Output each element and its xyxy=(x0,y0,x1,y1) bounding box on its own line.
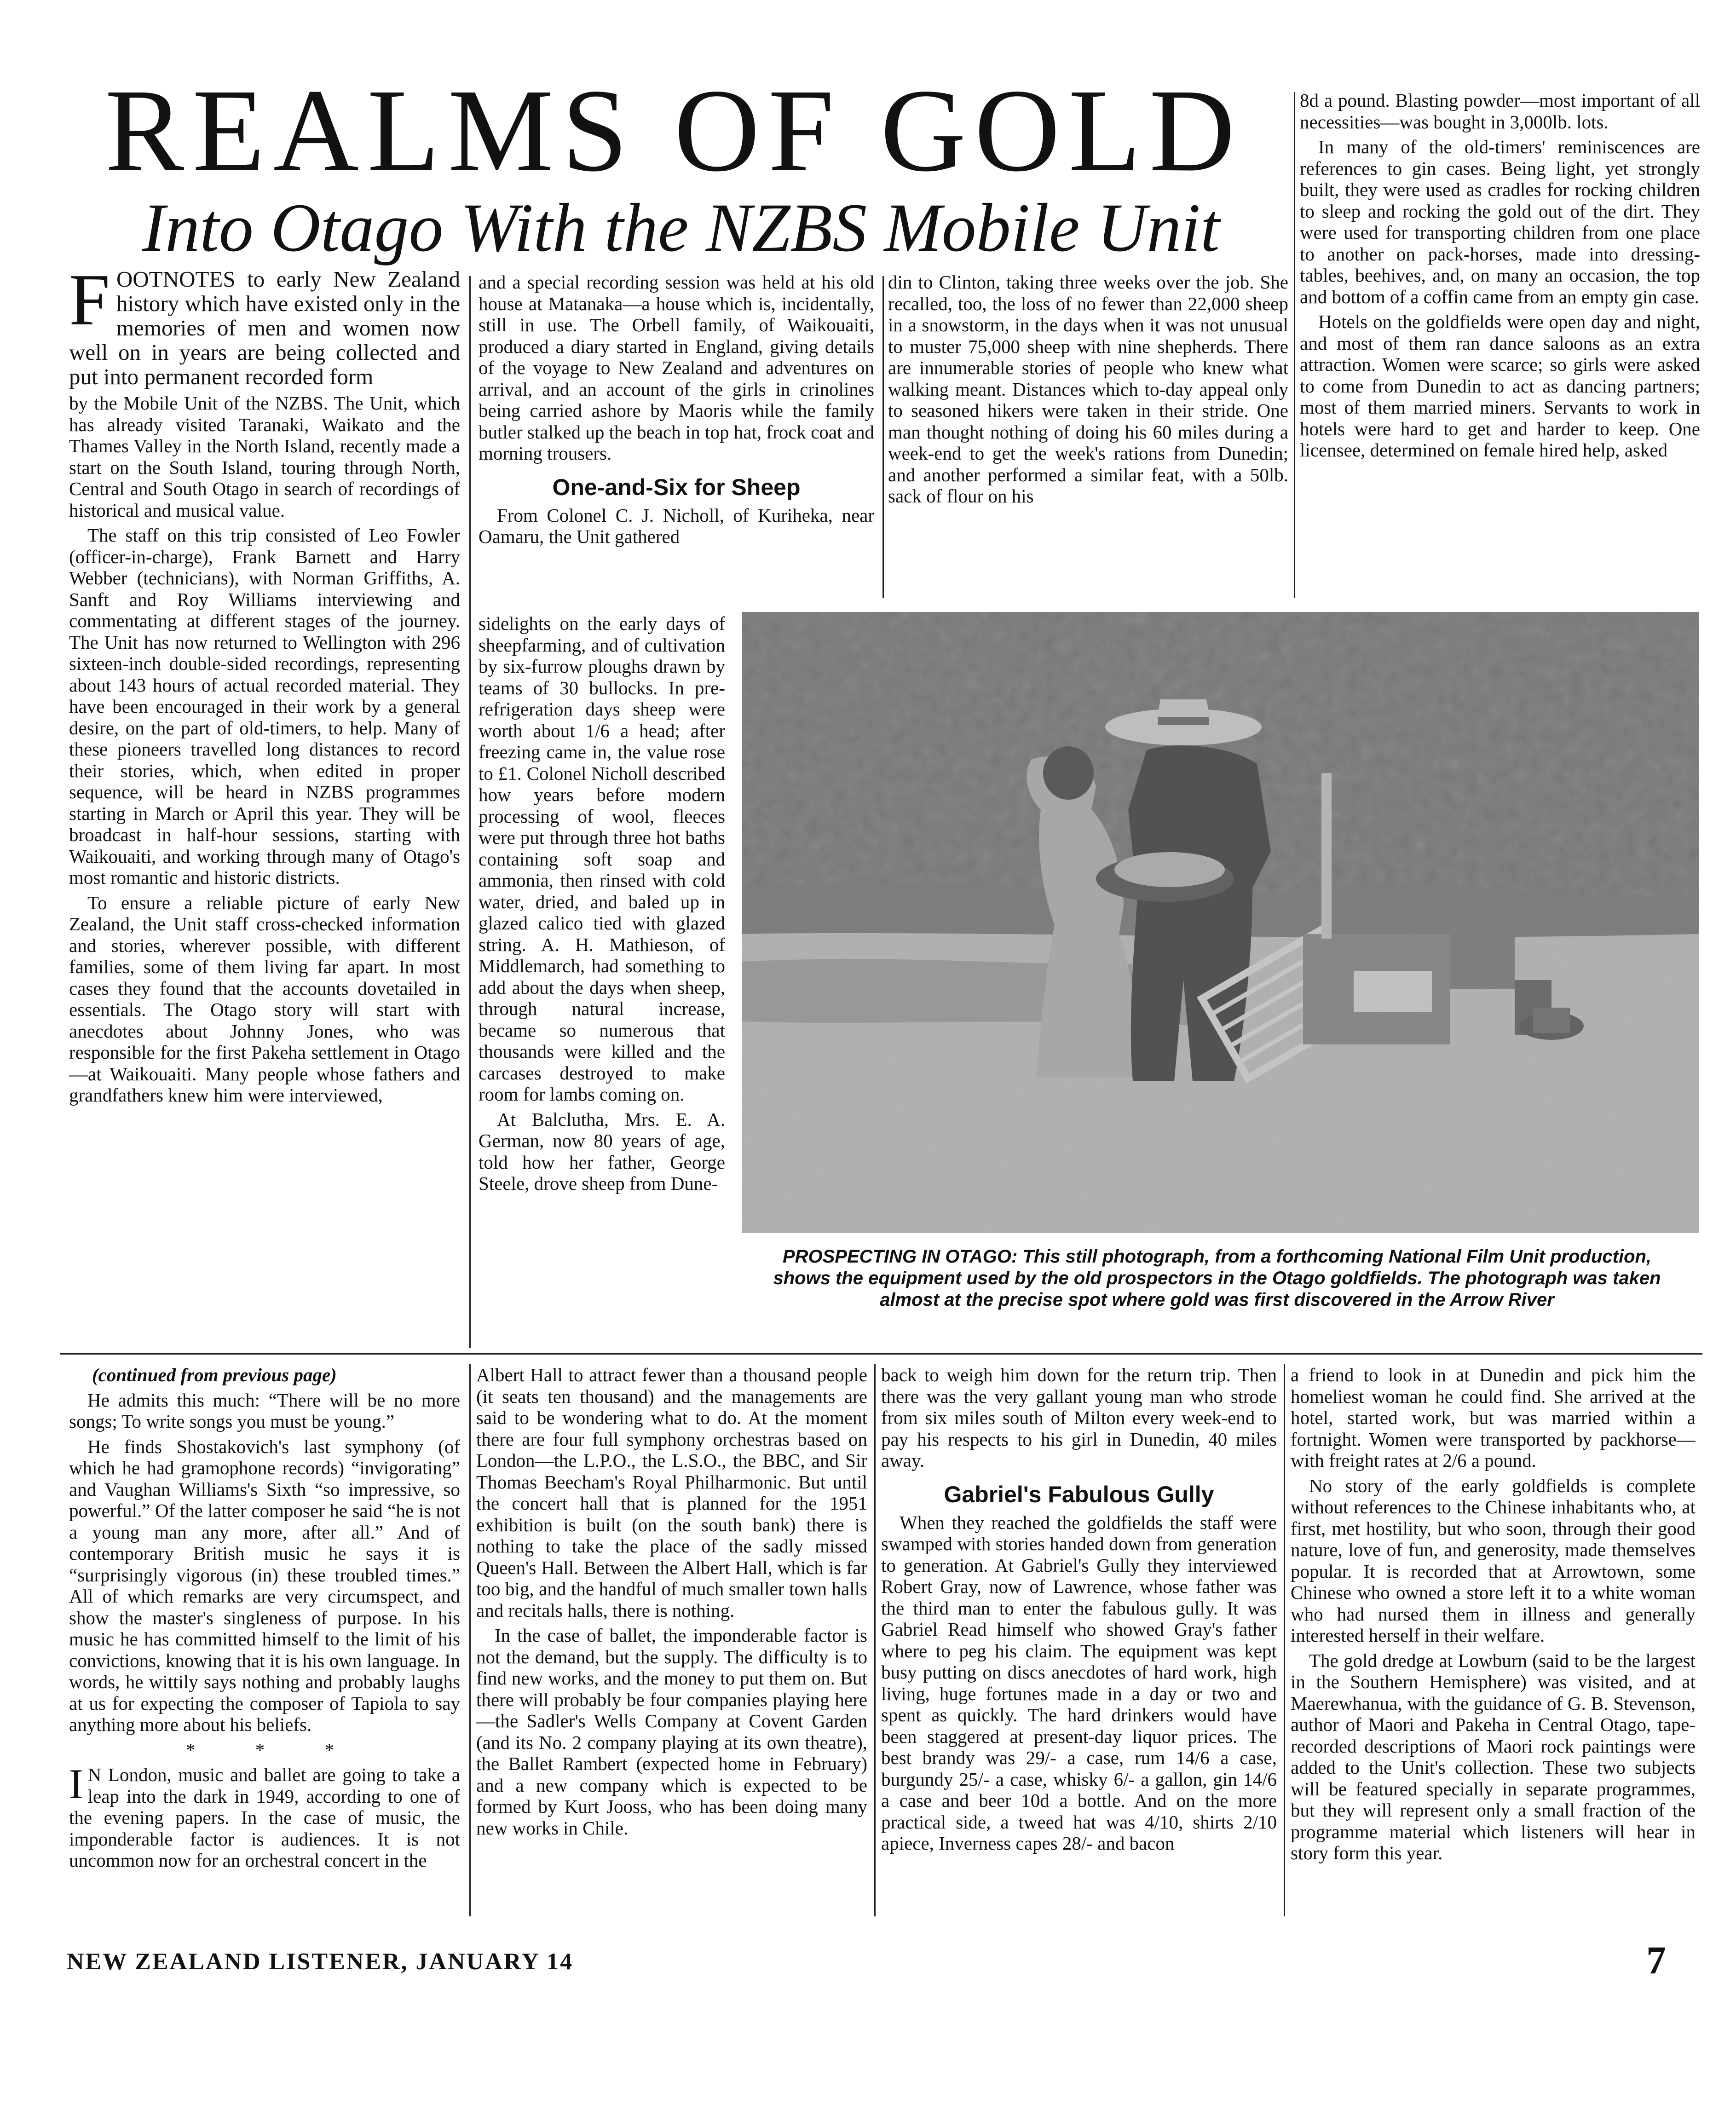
article-column-1 xyxy=(69,267,460,1353)
article-column-3 xyxy=(888,271,1288,594)
paragraph: I N London, music and ballet are going to take a leap into the dark in 1949, according to one of the evening papers. In the case of music, the imponderable factor is audiences. It is not uncommon now for an orchestral concert in the xyxy=(69,1760,460,1871)
headline: REALMS OF GOLD xyxy=(105,64,1243,196)
drop-cap: F xyxy=(69,267,110,340)
paragraph: Hotels on the goldfields were open day and night, and most of them ran dance saloons as an extra attraction. Women were scarce; so girls were asked to come from Dunedin to act as dancing partners; most of them married miners. Servants to work in hotels were hard to get and harder to keep. One licensee, determined on female hired help, asked xyxy=(1300,311,1700,461)
section-divider xyxy=(60,1353,1702,1355)
drop-cap: I xyxy=(69,1760,83,1807)
paragraph: din to Clinton, taking three weeks over the job. She recalled, too, the loss of no fewer than 22,000 sheep in a snowstorm, in the days when it was not unusual to muster 75,000 sheep with nine shepherds. There are innumerable stories of people who knew what walking meant. Distances which to-day appeal only to seasoned hikers were taken in their stride. One man thought nothing of doing his 60 miles during a week-end to get the week's rations from Dunedin; and another performed a similar feat, with a 50lb. sack of flour on his xyxy=(888,271,1288,507)
column-rule xyxy=(874,1364,876,1916)
column-rule xyxy=(1294,92,1295,598)
column-rule xyxy=(882,276,884,598)
lower-column-2 xyxy=(476,1364,867,1921)
subheadline: Into Otago With the NZBS Mobile Unit xyxy=(142,190,1220,266)
paragraph: No story of the early goldfields is complete without references to the Chinese inhabitants who, at first, met hostility, but who soon, through their good nature, love of fun, and generosity, made themselves popular. It is recorded that at Arrowtown, some Chinese who owned a store left it to a white woman who had nursed them in illness and generally interested herself in their welfare. xyxy=(1291,1475,1696,1646)
paragraph: by the Mobile Unit of the NZBS. The Unit, which has already visited Taranaki, Waikato and the Thames Valley in the North Island, recently made a start on the South Island, touring through North, Central and South Otago in search of recordings of historical and musical value. xyxy=(69,392,460,521)
article-column-4 xyxy=(1300,90,1700,596)
section-heading: Gabriel's Fabulous Gully xyxy=(944,1481,1214,1507)
caption-text: This still photograph, from a forthcoming National Film Unit production, shows the equipment used by the old prospectors in the Otago goldfields. The photograph was taken almost at the precise spot where gold was first discovered in the Arrow River xyxy=(773,1246,1661,1310)
article-column-2 xyxy=(479,271,874,613)
publication-footer: NEW ZEALAND LISTENER, JANUARY 14 xyxy=(67,1949,574,1975)
paragraph: and a special recording session was held at his old house at Matanaka—a house which is, incidentally, still in use. The Orbell family, of Waikouaiti, produced a diary started in England, giving details of the voyage to New Zealand and adventures on arrival, and an account of the girls in crinolines being carried ashore by Maoris while the family butler stalked up the beach in top hat, frock coat and morning trousers. xyxy=(479,271,874,464)
photo-caption xyxy=(755,1246,1679,1311)
lead-paragraph: FOOTNOTES to early New Zealand history which have existed only in the memories of men and women now well on in years are being collected and put into permanent recorded form xyxy=(69,267,460,389)
paragraph: From Colonel C. J. Nicholl, of Kuriheka, near Oamaru, the Unit gathered xyxy=(479,504,874,547)
caption-lead: PROSPECTING IN OTAGO: xyxy=(782,1246,1018,1267)
continued-note: (continued from previous page) xyxy=(92,1364,337,1385)
paragraph: In the case of ballet, the imponderable factor is not the demand, but the supply. The difficulty is to find new works, and the money to put them on. But there will probably be four companies playing here—the Sadler's Wells Company at Covent Garden (and its No. 2 company playing at its own theatre), the Ballet Rambert (expected home in February) and a new company which is expected to be formed by Kurt Jooss, who has been doing many new works in Chile. xyxy=(476,1625,867,1839)
prospecting-photo xyxy=(742,612,1699,1233)
paragraph: To ensure a reliable picture of early New Zealand, the Unit staff cross-checked information and stories, wherever possible, with different families, some of them living far apart. In most cases they found that the accounts dovetailed in essentials. The Otago story will start with anecdotes about Johnny Jones, who was responsible for the first Pakeha settlement in Otago—at Waikouaiti. Many people whose fathers and grandfathers knew him were interviewed, xyxy=(69,892,460,1106)
paragraph: The staff on this trip consisted of Leo Fowler (officer-in-charge), Frank Barnett and Harry Webber (technicians), with Norman Griffiths, A. Sanft and Roy Williams interviewing and commentating at different stages of the journey. The Unit has now returned to Wellington with 296 sixteen-inch double-sided recordings, representing about 143 hours of actual recorded material. They have been encouraged in their work by a general desire, on the part of old-timers, to help. Many of these pioneers travelled long distances to record their stories, which, when edited in proper sequence, will be heard in NZBS programmes starting in March or April this year. They will be broadcast in half-hour sessions, starting with Waikouaiti, and working through many of Otago's most romantic and historic districts. xyxy=(69,525,460,888)
column-rule xyxy=(469,1364,471,1916)
column-rule xyxy=(469,276,471,1348)
page-number: 7 xyxy=(1646,1938,1666,1982)
paragraph: He finds Shostakovich's last symphony (of which he had gramophone records) “invigorating” and Vaughan Williams's Sixth “so impressive, so powerful.” Of the latter composer he said “he is not a young man any more, after all.” And of contemporary British music he says it is “surprisingly vigorous (in) these troubled times.” All of which remarks are very circumspect, and show the master's singleness of purpose. In his music he has committed himself to the limit of his convictions, knowing that it is his own language. In words, he wittily says nothing and probably laughs at us for expecting the composer of Tapiola to say anything more about his beliefs. xyxy=(69,1436,460,1735)
article-column-2-narrow xyxy=(479,613,725,1349)
paragraph: When they reached the goldfields the staff were swamped with stories handed down from generation to generation. At Gabriel's Gully they interviewed Robert Gray, now of Lawrence, whose father was the third man to enter the fabulous gully. It was Gabriel Read himself who showed Gray's father where to peg his claim. The equipment was kept busy putting on discs anecdotes of hard work, high living, huge fortunes made in a day or two and spent as quickly. The hard drinkers would have been staggered at present-day liquor prices. The best brandy was 29/- a case, rum 14/6 a case, burgundy 25/- a case, whisky 6/- a gallon, gin 14/6 a case and beer 10d a bottle. And on the more practical side, a tweed hat was 4/10, shirts 2/10 apiece, Inverness capes 28/- and bacon xyxy=(881,1511,1277,1854)
column-rule xyxy=(1284,1364,1285,1916)
paragraph: back to weigh him down for the return trip. Then there was the very gallant young man who strode from six miles south of Milton every week-end to pay his respects to his girl in Dunedin, 40 miles away. xyxy=(881,1364,1277,1471)
section-break: * * * xyxy=(186,1739,362,1760)
paragraph: He admits this much: “There will be no more songs; To write songs you must be young.” xyxy=(69,1389,460,1432)
paragraph: 8d a pound. Blasting powder—most important of all necessities—was bought in 3,000lb. lots. xyxy=(1300,90,1700,133)
paragraph: a friend to look in at Dunedin and pick him the homeliest woman he could find. She arrived at the hotel, started work, but was married within a fortnight. Women were transported by packhorse—with freight rates at 2/6 a pound. xyxy=(1291,1364,1696,1471)
lower-column-4 xyxy=(1291,1364,1696,1921)
prospecting-photo-illustration xyxy=(742,612,1699,1233)
paragraph: The gold dredge at Lowburn (said to be the largest in the Southern Hemisphere) was visited, and at Maerewhanua, with the guidance of G. B. Stevenson, author of Maori and Pakeha in Central Otago, tape-recorded descriptions of Maori rock paintings were added to the Unit's collection. These two subjects will be featured specially in separate programmes, but they will represent only a small fraction of the programme material which listeners will hear in story form this year. xyxy=(1291,1650,1696,1863)
lower-column-3 xyxy=(881,1364,1277,1921)
section-heading: One-and-Six for Sheep xyxy=(552,474,801,500)
lower-column-1 xyxy=(69,1364,460,1921)
paragraph: sidelights on the early days of sheepfarming, and of cultivation by six-furrow ploughs drawn by teams of 30 bullocks. In pre-refrigeration days sheep were worth about 1/6 a head; after freezing came in, the value rose to £1. Colonel Nicholl described how years before modern processing of wool, fleeces were put through three hot baths containing soft soap and ammonia, then rinsed with cold water, dried, and baled up in glazed calico tied with glazed string. A. H. Mathieson, of Middlemarch, had something to add about the days when sheep, through natural increase, became so numerous that thousands were killed and the carcases destroyed to make room for lambs coming on. xyxy=(479,613,725,1105)
paragraph: At Balclutha, Mrs. E. A. German, now 80 years of age, told how her father, George Steele, drove sheep from Dune- xyxy=(479,1108,725,1194)
paragraph: Albert Hall to attract fewer than a thousand people (it seats ten thousand) and the managements are said to be wondering what to do. At the moment there are four full symphony orchestras based on London—the L.P.O., the L.S.O., the BBC, and Sir Thomas Beecham's Royal Philharmonic. But until the concert hall that is planned for the 1951 exhibition is built (on the south bank) there is nothing to take the place of the sadly missed Queen's Hall. Between the Albert Hall, which is far too big, and the handful of much smaller town halls and recitals halls, there is nothing. xyxy=(476,1364,867,1621)
paragraph: In many of the old-timers' reminiscences are references to gin cases. Being light, yet strongly built, they were used as cradles for rocking children to sleep and rocking the gold out of the dirt. They were used for transporting children from one place to another on pack-horses, made into dressing-tables, beehives, and, on many an occasion, the top and bottom of a coffin came from an empty gin case. xyxy=(1300,136,1700,307)
